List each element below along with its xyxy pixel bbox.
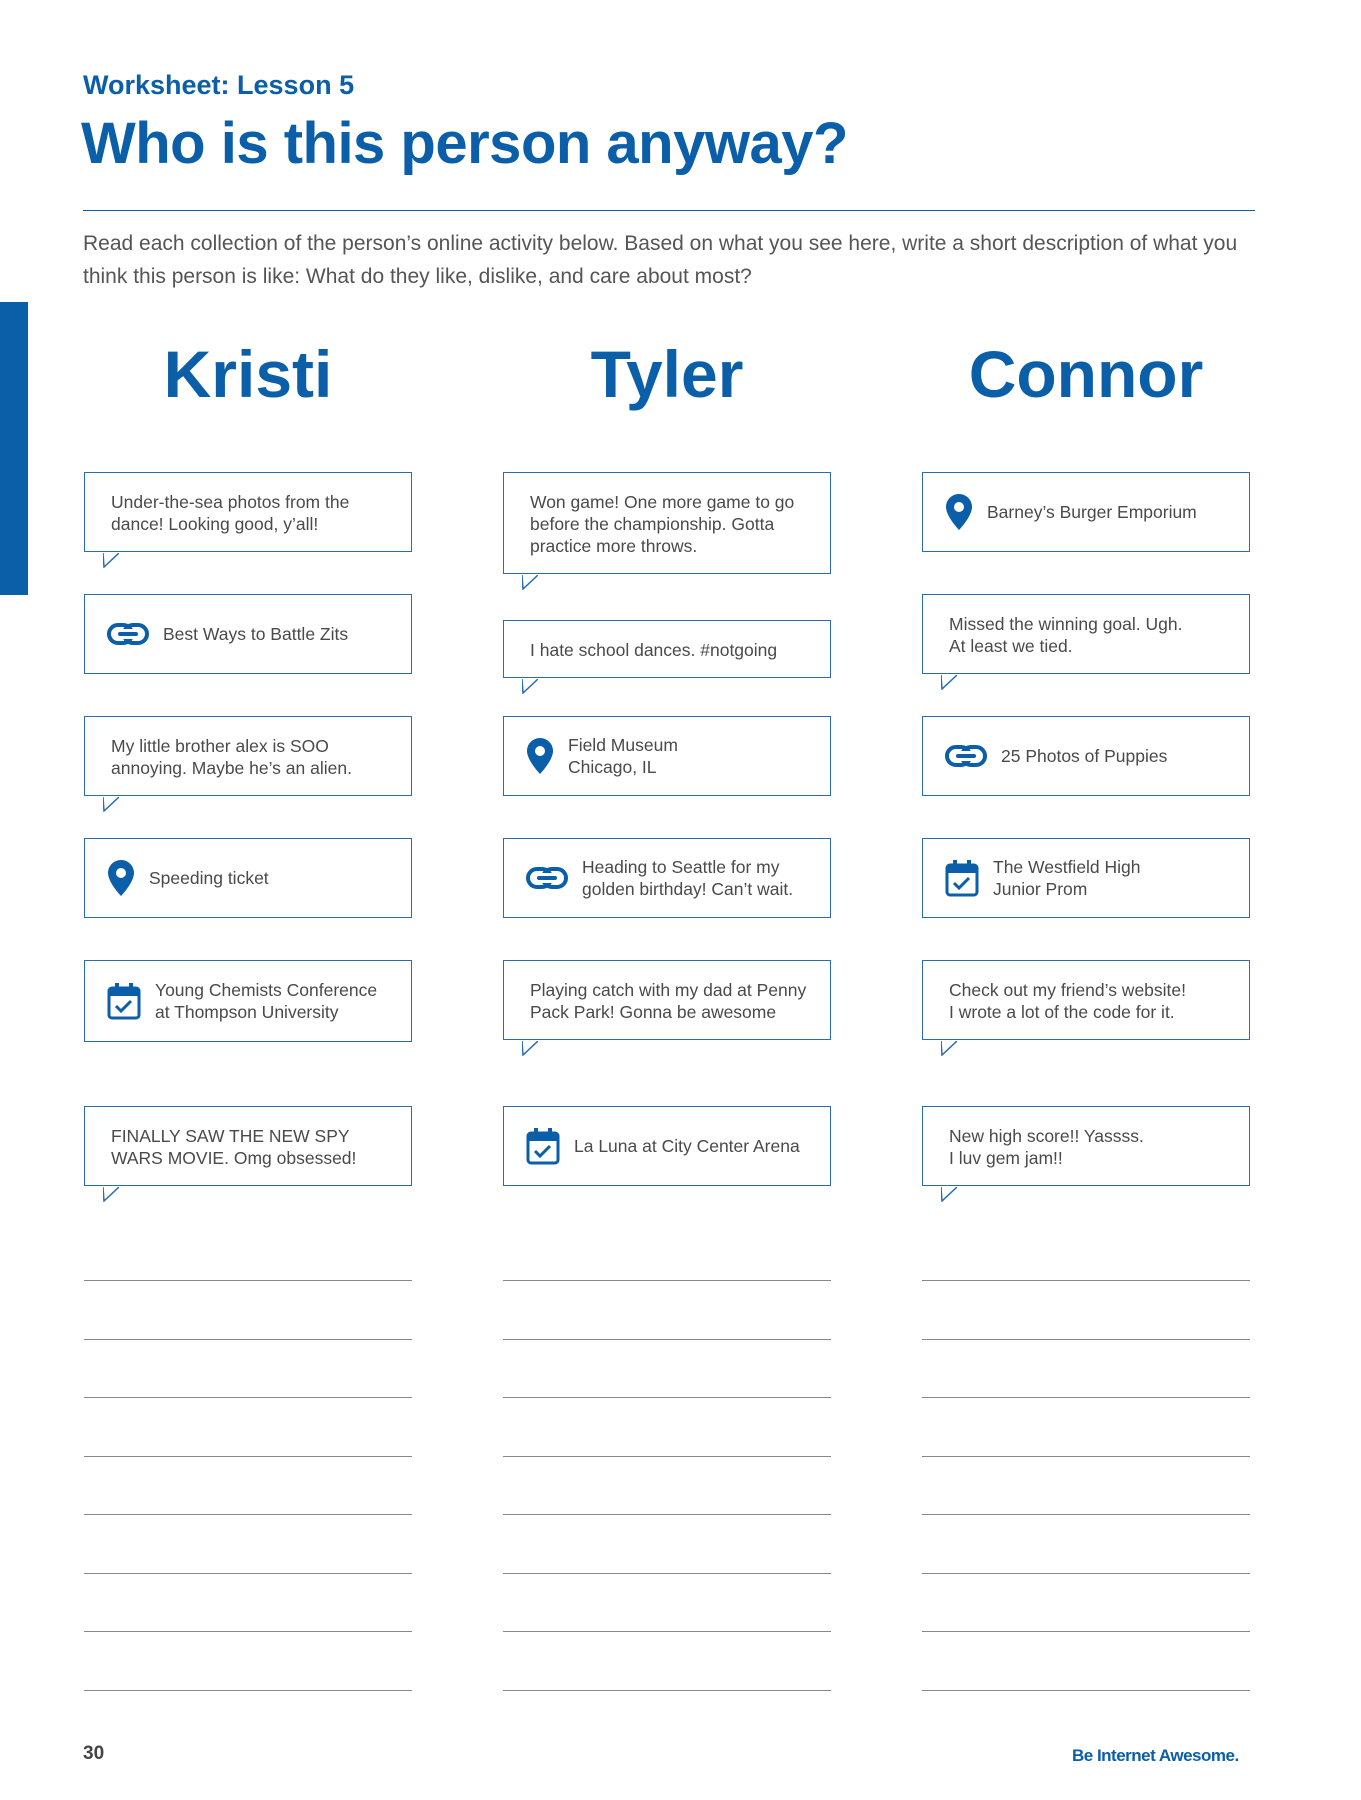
brand-logo-text: Be Internet Awesome. <box>1072 1746 1239 1765</box>
link-icon <box>526 867 568 889</box>
writing-line[interactable] <box>503 1573 831 1574</box>
activity-card-speech <box>84 472 412 552</box>
activity-card-speech <box>922 1106 1250 1186</box>
activity-text: Field Museum Chicago, IL <box>568 735 678 777</box>
writing-line[interactable] <box>503 1280 831 1281</box>
activity-card-speech <box>922 960 1250 1040</box>
speech-bubble-tail <box>941 1039 957 1054</box>
writing-line[interactable] <box>84 1514 412 1515</box>
activity-text: Best Ways to Battle Zits <box>163 624 349 644</box>
calendar-check-icon <box>526 1127 560 1165</box>
writing-line[interactable] <box>922 1339 1250 1340</box>
activity-card-link <box>922 716 1250 796</box>
location-pin-icon <box>107 859 135 897</box>
activity-card-event <box>922 838 1250 918</box>
speech-bubble-tail <box>103 1185 119 1200</box>
page-number: 30 <box>83 1743 105 1764</box>
writing-line[interactable] <box>503 1456 831 1457</box>
writing-line[interactable] <box>84 1339 412 1340</box>
person-column-tyler <box>503 330 831 1156</box>
speech-bubble-tail <box>941 1185 957 1200</box>
writing-line[interactable] <box>84 1397 412 1398</box>
activity-card-event <box>503 1106 831 1186</box>
instructions: Read each collection of the person’s online activity below. Based on what you see here, write a short description of what you think this person is like: What do they like, dislike, and care about most? <box>83 232 1238 288</box>
speech-bubble-tail <box>103 795 119 810</box>
title-divider <box>83 210 1255 211</box>
activity-text: Playing catch with my dad at Penny Pack Park! Gonna be awesome <box>530 980 807 1022</box>
activity-card-speech <box>503 472 831 574</box>
activity-text: Heading to Seattle for my golden birthday! Can’t wait. <box>582 857 794 899</box>
writing-line[interactable] <box>503 1339 831 1340</box>
activity-card-link <box>503 838 831 918</box>
activity-text: Under-the-sea photos from the dance! Looking good, y’all! <box>111 492 350 534</box>
writing-line[interactable] <box>503 1514 831 1515</box>
activity-card-location <box>84 838 412 918</box>
writing-line[interactable] <box>503 1631 831 1632</box>
writing-line[interactable] <box>922 1631 1250 1632</box>
writing-line[interactable] <box>922 1690 1250 1691</box>
writing-line[interactable] <box>922 1280 1250 1281</box>
calendar-check-icon <box>107 982 141 1020</box>
activity-card-event <box>84 960 412 1042</box>
speech-bubble-tail <box>522 677 538 692</box>
activity-card-speech <box>503 620 831 678</box>
writing-line[interactable] <box>503 1397 831 1398</box>
location-pin-icon <box>526 737 554 775</box>
writing-line[interactable] <box>922 1514 1250 1515</box>
activity-card-speech <box>922 594 1250 674</box>
speech-bubble-tail <box>522 573 538 588</box>
activity-card-link <box>84 594 412 674</box>
activity-text: New high score!! Yassss. I luv gem jam!! <box>949 1126 1144 1168</box>
activity-text: La Luna at City Center Arena <box>574 1136 800 1156</box>
activity-card-speech <box>84 716 412 796</box>
writing-line[interactable] <box>503 1690 831 1691</box>
writing-lines <box>922 1280 1250 1748</box>
person-name: Tyler <box>590 337 744 411</box>
speech-bubble-tail <box>522 1039 538 1054</box>
activity-text: FINALLY SAW THE NEW SPY WARS MOVIE. Omg obsessed! <box>111 1126 357 1168</box>
writing-line[interactable] <box>922 1456 1250 1457</box>
activity-text: The Westfield High Junior Prom <box>993 857 1141 899</box>
person-column-connor <box>922 330 1250 1168</box>
worksheet-label: Worksheet: Lesson 5 <box>83 70 355 100</box>
activity-card-speech <box>503 960 831 1040</box>
writing-line[interactable] <box>922 1573 1250 1574</box>
activity-card-speech <box>84 1106 412 1186</box>
writing-line[interactable] <box>84 1573 412 1574</box>
activity-text: My little brother alex is SOO annoying. Maybe he’s an alien. <box>111 736 352 778</box>
location-pin-icon <box>945 493 973 531</box>
speech-bubble-tail <box>103 551 119 566</box>
writing-line[interactable] <box>84 1280 412 1281</box>
page-title: Who is this person anyway? <box>81 111 848 176</box>
writing-line[interactable] <box>84 1690 412 1691</box>
activity-card-location <box>922 472 1250 552</box>
calendar-check-icon <box>945 859 979 897</box>
person-column-kristi <box>84 330 412 1168</box>
writing-line[interactable] <box>922 1397 1250 1398</box>
activity-text: 25 Photos of Puppies <box>1001 746 1168 766</box>
speech-bubble-tail <box>941 673 957 688</box>
activity-card-location <box>503 716 831 796</box>
activity-text: Young Chemists Conference at Thompson University <box>155 980 378 1022</box>
activity-text: Won game! One more game to go before the championship. Gotta practice more throws. <box>530 492 795 556</box>
person-name: Connor <box>968 337 1204 411</box>
link-icon <box>945 745 987 767</box>
writing-line[interactable] <box>84 1456 412 1457</box>
writing-line[interactable] <box>84 1631 412 1632</box>
activity-text: Missed the winning goal. Ugh. At least we tied. <box>949 614 1183 656</box>
side-accent-bar <box>0 302 28 595</box>
writing-lines <box>84 1280 412 1748</box>
activity-text: Speeding ticket <box>149 868 269 888</box>
activity-text: Barney’s Burger Emporium <box>987 502 1197 522</box>
activity-text: I hate school dances. #notgoing <box>530 640 778 660</box>
link-icon <box>107 623 149 645</box>
activity-text: Check out my friend’s website! I wrote a lot of the code for it. <box>949 980 1187 1022</box>
person-name: Kristi <box>163 337 333 411</box>
writing-lines <box>503 1280 831 1748</box>
